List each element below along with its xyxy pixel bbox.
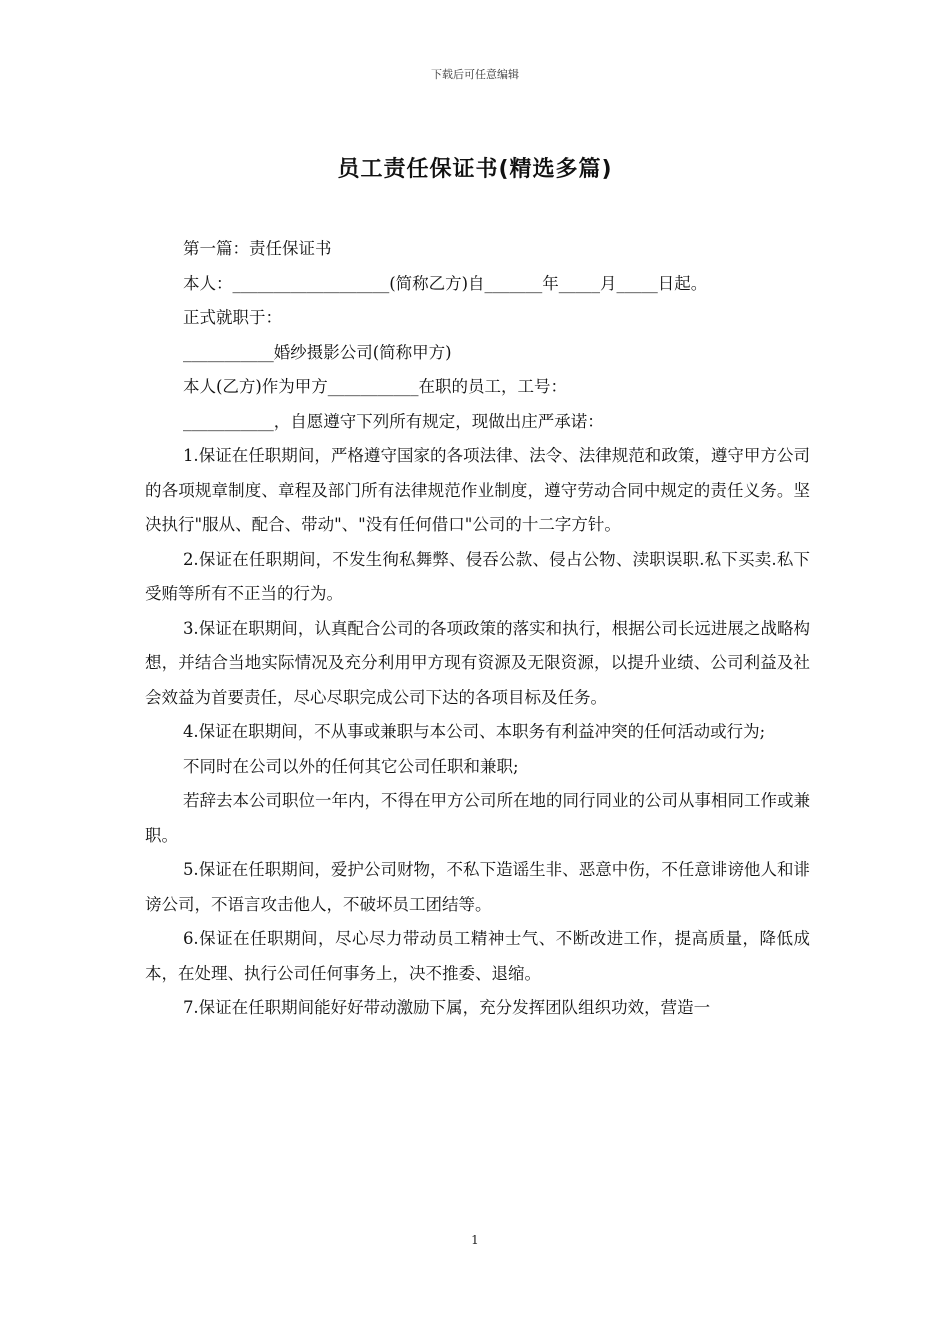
header-note: 下载后可任意编辑	[431, 68, 519, 81]
paragraph: 本人(乙方)作为甲方___________在职的员工，工号：	[182, 377, 568, 396]
paragraph: 1.保证在任职期间，严格遵守国家的各项法律、法令、法律规范和政策，遵守甲方公司的各项规章制度、章程及部门所有法律规范作业制度，遵守劳动合同中规定的责任义务。坚决执行"服从、配合、带动"、"没有任何借口"公司的十二字方针。	[145, 446, 810, 534]
paragraph: 不同时在公司以外的任何其它公司任职和兼职;	[182, 756, 519, 776]
paragraph: ___________婚纱摄影公司(简称甲方)	[182, 342, 452, 362]
page-number: 1	[471, 1233, 479, 1247]
paragraph: ___________，自愿遵守下列所有规定，现做出庄严承诺：	[182, 411, 604, 431]
paragraph: 5.保证在任职期间，爱护公司财物，不私下造谣生非、恶意中伤，不任意诽谤他人和诽谤公司，不语言攻击他人，不破坏员工团结等。	[145, 860, 810, 914]
paragraph: 若辞去本公司职位一年内，不得在甲方公司所在地的同行同业的公司从事相同工作或兼职。	[145, 791, 810, 845]
paragraph: 4.保证在职期间，不从事或兼职与本公司、本职务有利益冲突的任何活动或行为;	[182, 722, 766, 741]
paragraph: 本人：___________________(简称乙方)自_______年_____月_____日起。	[182, 273, 708, 293]
paragraph: 6.保证在任职期间，尽心尽力带动员工精神士气、不断改进工作，提高质量，降低成本，在处理、执行公司任何事务上，决不推委、退缩。	[145, 929, 810, 983]
paragraph: 正式就职于：	[182, 308, 282, 327]
section-heading: 第一篇：责任保证书	[182, 239, 332, 258]
paragraph: 3.保证在职期间，认真配合公司的各项政策的落实和执行，根据公司长远进展之战略构想，并结合当地实际情况及充分利用甲方现有资源及无限资源，以提升业绩、公司利益及社会效益为首要责任，尽心尽职完成公司下达的各项目标及任务。	[145, 618, 810, 707]
paragraph: 2.保证在任职期间，不发生徇私舞弊、侵吞公款、侵占公物、渎职误职.私下买卖.私下受贿等所有不正当的行为。	[145, 549, 810, 603]
document-body	[145, 232, 810, 1026]
paragraph: 7.保证在任职期间能好好带动激励下属，充分发挥团队组织功效，营造一	[182, 998, 711, 1017]
document-title: 员工责任保证书(精选多篇)	[337, 157, 613, 182]
